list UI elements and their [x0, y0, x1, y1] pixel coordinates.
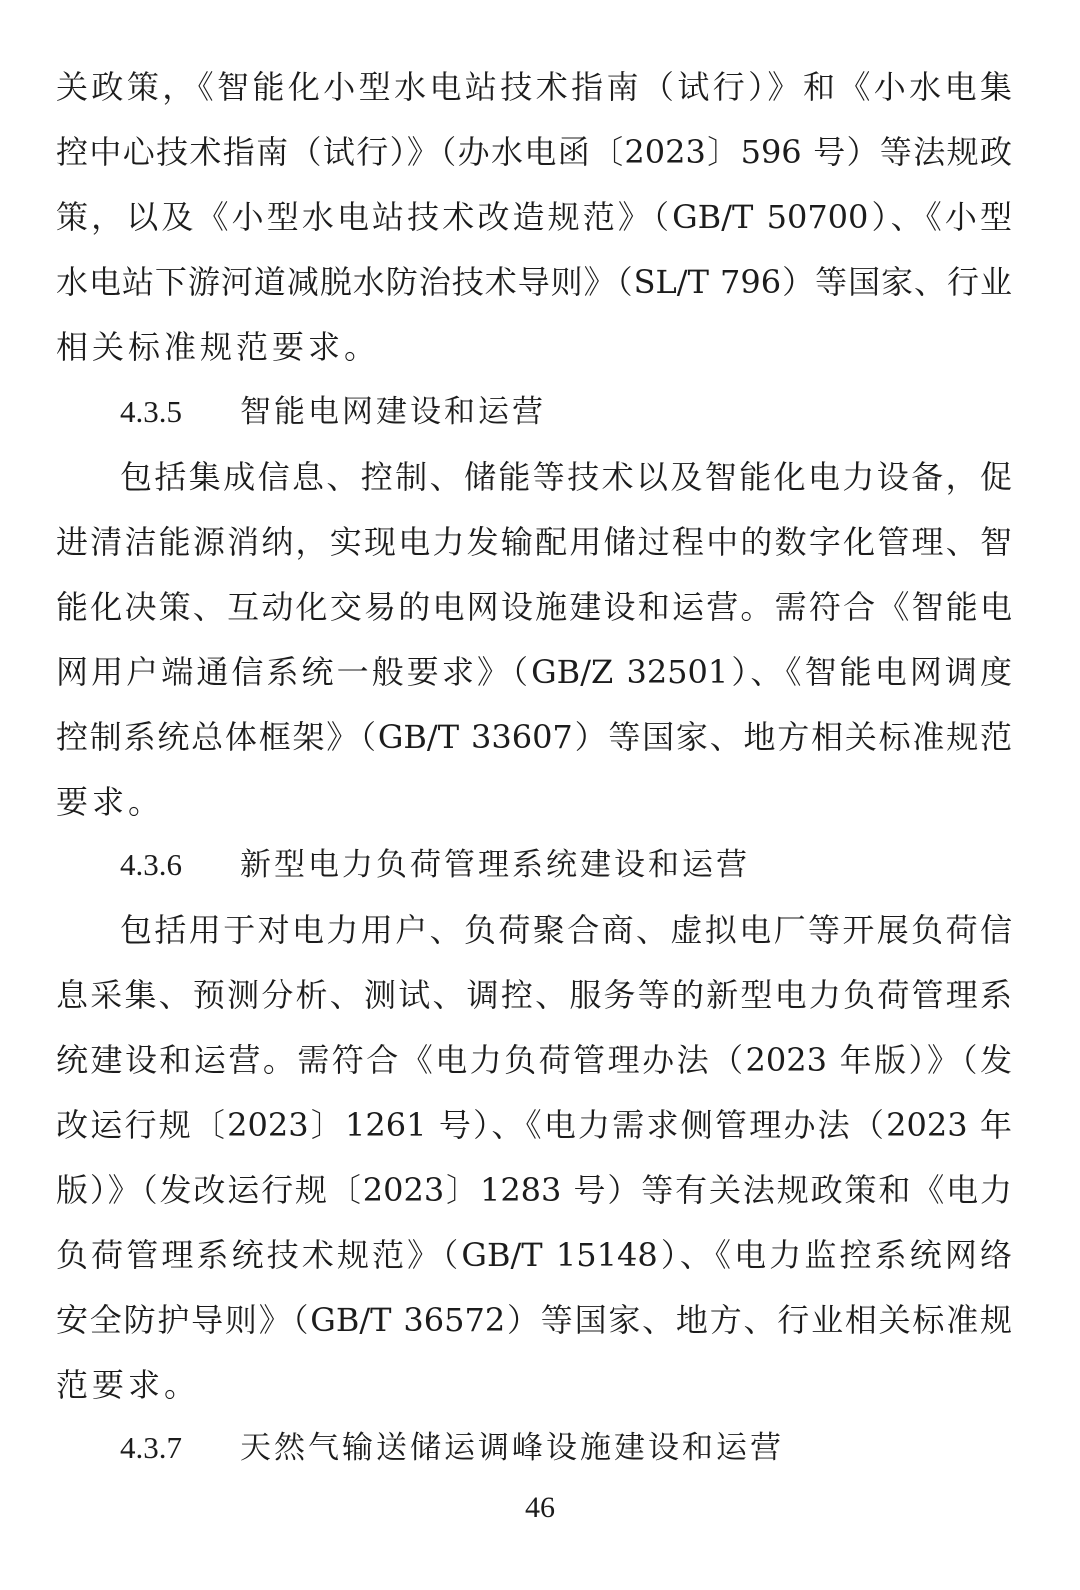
section-number: 4.3.5 [120, 394, 182, 429]
paragraph-line: 包括集成信息、控制、储能等技术以及智能化电力设备，促 [120, 458, 1012, 496]
section-number: 4.3.7 [120, 1430, 182, 1465]
paragraph-line: 能化决策、互动化交易的电网设施建设和运营。需符合《智能电 [56, 588, 1012, 626]
section-title: 智能电网建设和运营 [240, 394, 546, 430]
section-number: 4.3.6 [120, 847, 182, 882]
paragraph-line: 要求。 [56, 783, 165, 821]
section-heading-4-3-7 [120, 1423, 784, 1473]
section-heading-4-3-5 [120, 387, 546, 437]
paragraph-line: 相关标准规范要求。 [56, 328, 381, 366]
section-title: 新型电力负荷管理系统建设和运营 [240, 847, 750, 883]
paragraph-line: 改运行规〔2023〕1261 号）、《电力需求侧管理办法（2023 年 [56, 1106, 1012, 1144]
paragraph-line: 控制系统总体框架》（GB/T 33607）等国家、地方相关标准规范 [56, 718, 1012, 756]
paragraph-line: 息采集、预测分析、测试、调控、服务等的新型电力负荷管理系 [56, 976, 1012, 1014]
paragraph-line: 包括用于对电力用户、负荷聚合商、虚拟电厂等开展负荷信 [120, 911, 1012, 949]
paragraph-line: 水电站下游河道减脱水防治技术导则》（SL/T 796）等国家、行业 [56, 263, 1012, 301]
paragraph-line: 负荷管理系统技术规范》（GB/T 15148）、《电力监控系统网络 [56, 1236, 1012, 1274]
paragraph-line: 版）》（发改运行规〔2023〕1283 号）等有关法规政策和《电力 [56, 1171, 1012, 1209]
section-title: 天然气输送储运调峰设施建设和运营 [240, 1430, 784, 1466]
page-number: 46 [525, 1491, 555, 1524]
paragraph-line: 安全防护导则》（GB/T 36572）等国家、地方、行业相关标准规 [56, 1301, 1012, 1339]
paragraph-line: 关政策，《智能化小型水电站技术指南（试行）》和《小水电集 [56, 68, 1012, 106]
paragraph-line: 策，以及《小型水电站技术改造规范》（GB/T 50700）、《小型 [56, 198, 1012, 236]
section-heading-4-3-6 [120, 840, 750, 890]
paragraph-line: 统建设和运营。需符合《电力负荷管理办法（2023 年版）》（发 [56, 1041, 1012, 1079]
paragraph-line: 网用户端通信系统一般要求》（GB/Z 32501）、《智能电网调度 [56, 653, 1012, 691]
paragraph-line: 范要求。 [56, 1366, 201, 1404]
paragraph-line: 进清洁能源消纳，实现电力发输配用储过程中的数字化管理、智 [56, 523, 1012, 561]
paragraph-line: 控中心技术指南（试行）》（办水电函〔2023〕596 号）等法规政 [56, 133, 1012, 171]
